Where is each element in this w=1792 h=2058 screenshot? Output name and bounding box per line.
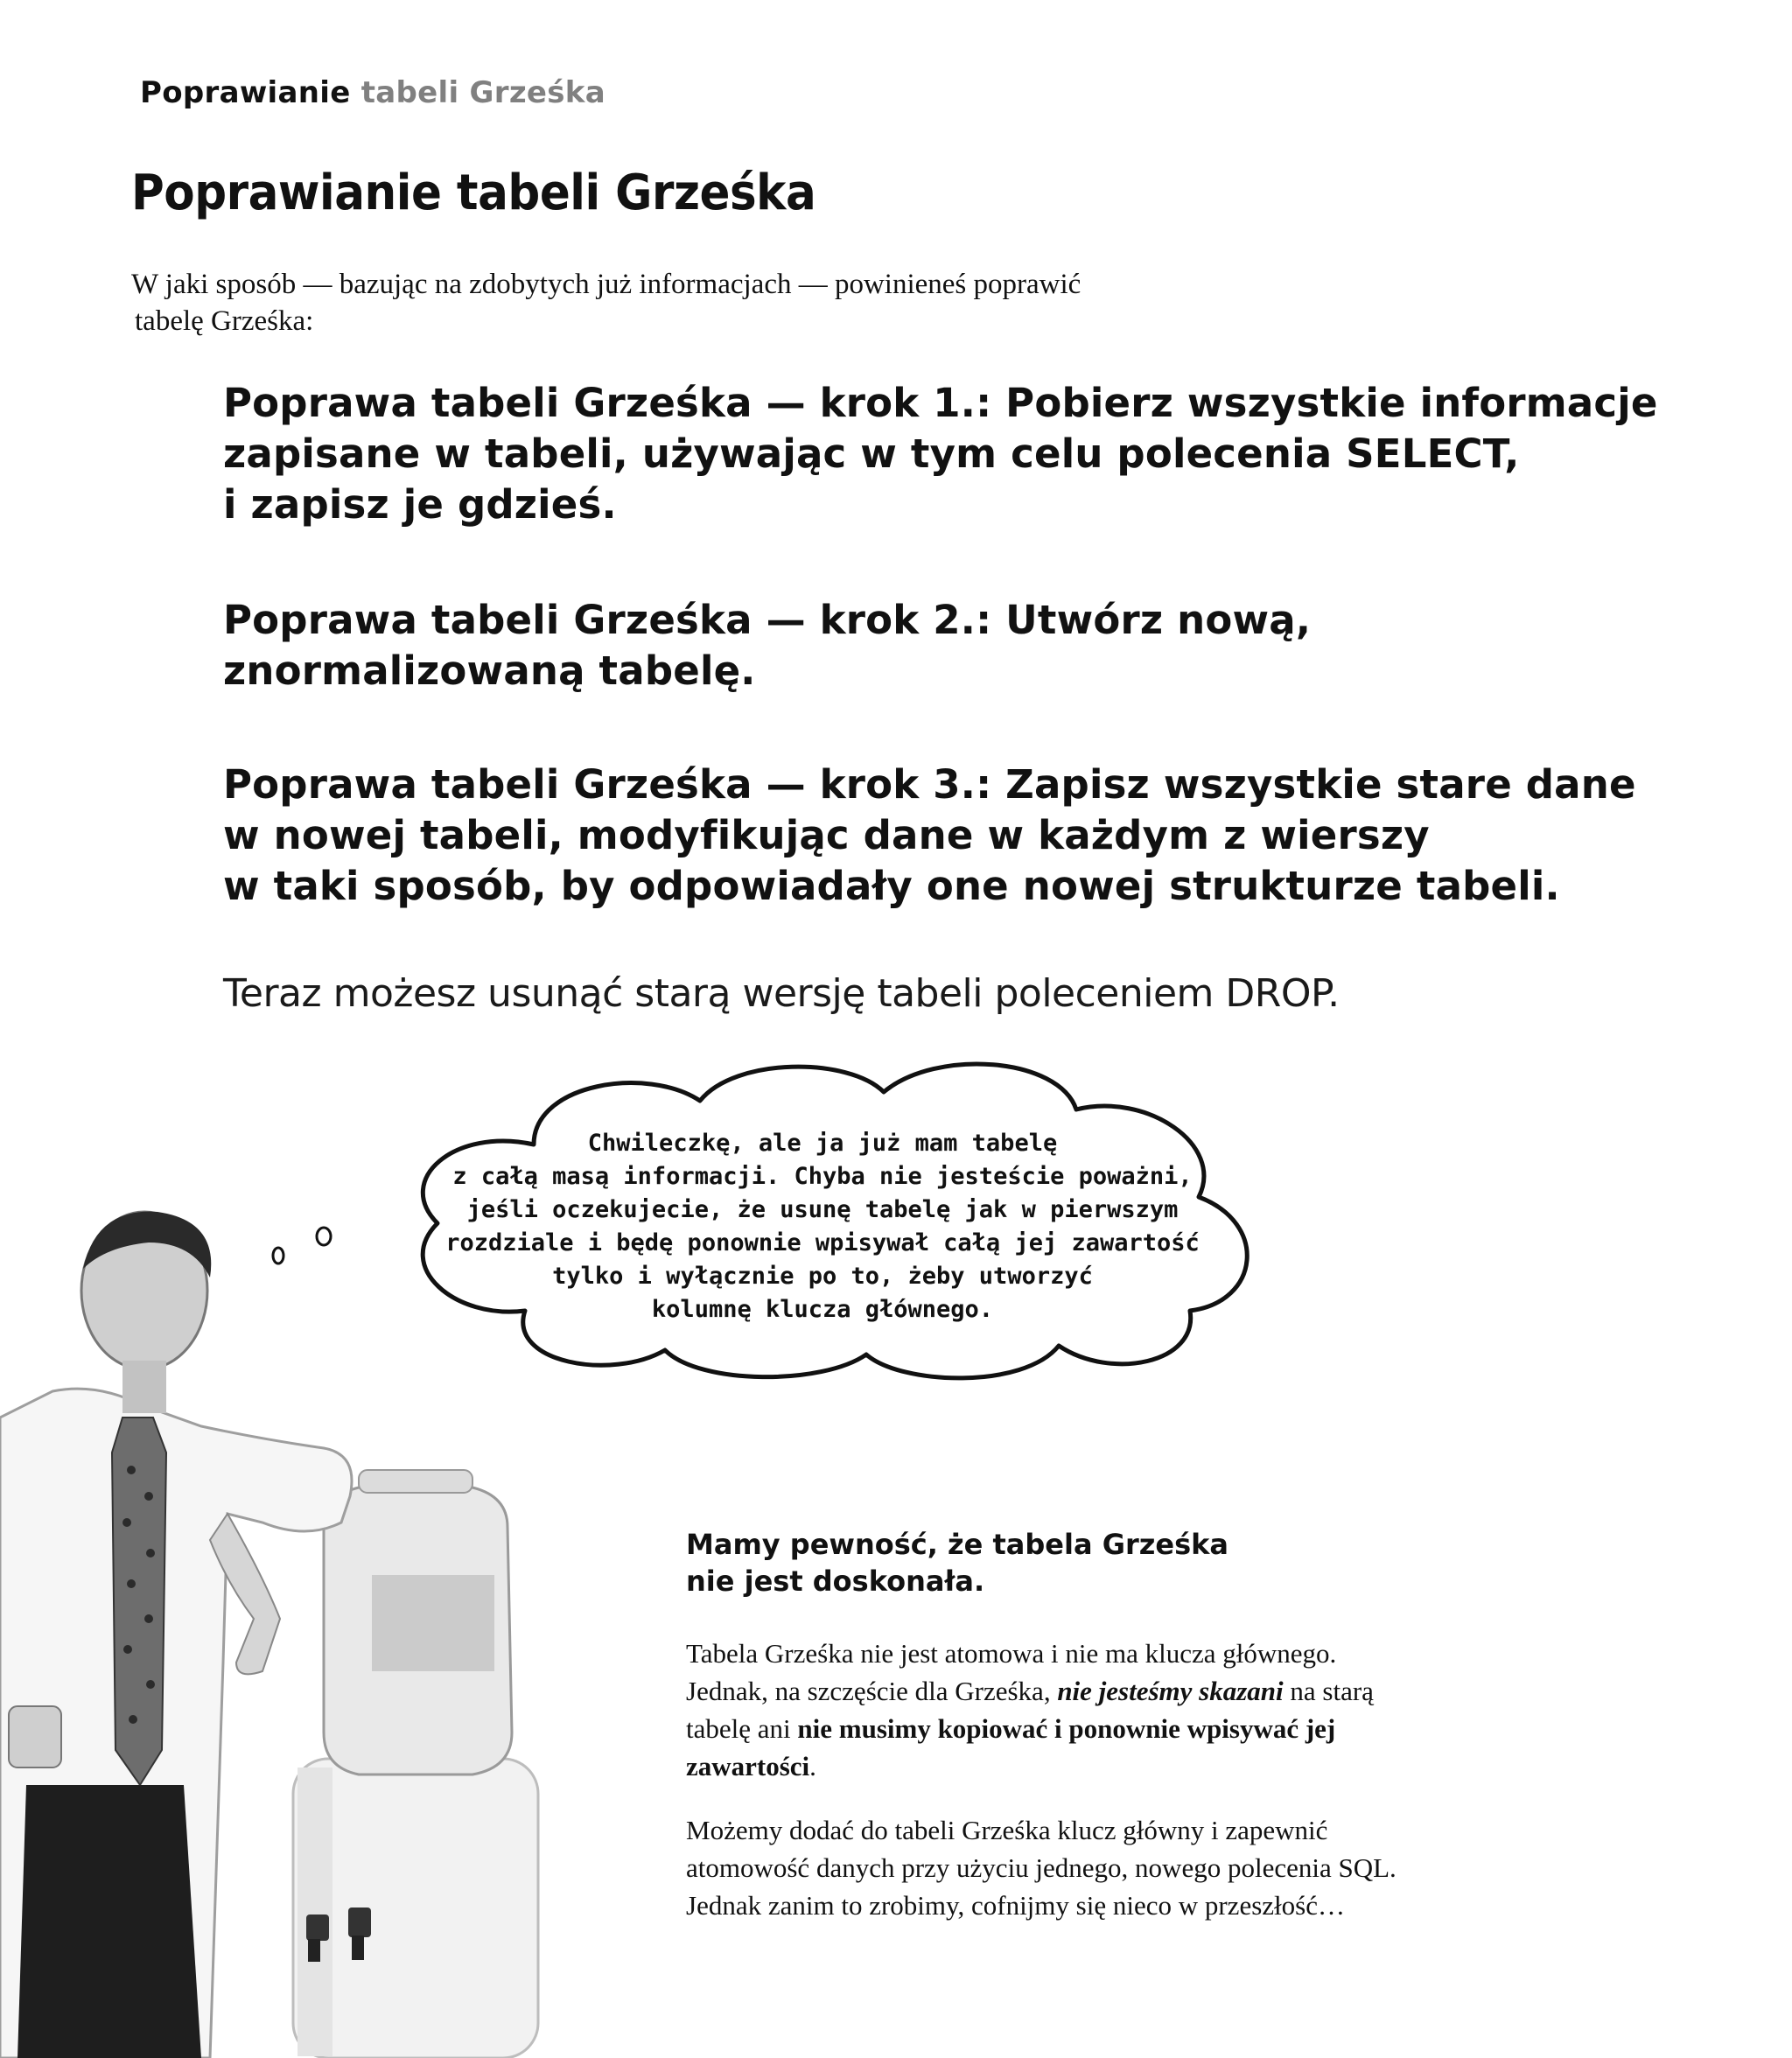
intro-line-1: W jaki sposób — bazując na zdobytych już informacjach — powinieneś poprawić [131, 269, 1082, 300]
step-1-line-1: Poprawa tabeli Grześka — krok 1.: Pobierz wszystkie informacje [223, 380, 1658, 426]
bubble-line-3: jeśli oczekujecie, że usunę tabelę jak w pierwszym [466, 1196, 1179, 1223]
para1-line-2-post: na starą [1283, 1676, 1374, 1706]
step-2-line-1: Poprawa tabeli Grześka — krok 2.: Utwórz nową, [223, 597, 1312, 643]
side-heading [686, 1526, 1228, 1600]
para2-line-3: Jednak zanim to zrobimy, cofnijmy się nieco w przeszłość… [686, 1890, 1345, 1921]
paragraph-2 [686, 1811, 1561, 1924]
step-3-line-3: w taki sposób, by odpowiadały one nowej strukturze tabeli. [223, 863, 1560, 909]
para1-line-4 [686, 1747, 1561, 1785]
running-head [140, 75, 606, 110]
para1-line-3-bold: nie musimy kopiować i ponownie wpisywać jej [797, 1713, 1336, 1744]
final-note: Teraz możesz usunąć starą wersję tabeli poleceniem DROP. [223, 971, 1340, 1016]
running-head-light: tabeli Grześka [360, 75, 606, 110]
step-1-line-3: i zapisz je gdzieś. [223, 481, 617, 528]
step-3-line-1: Poprawa tabeli Grześka — krok 3.: Zapisz wszystkie stare dane [223, 761, 1636, 808]
person-photo-icon [0, 1208, 560, 2058]
para1-emphasis: nie jesteśmy skazani [1057, 1676, 1284, 1706]
para1-line-2-pre: Jednak, na szczęście dla Grześka, [686, 1676, 1058, 1706]
paragraph-1 [686, 1634, 1561, 1785]
para2-line-2: atomowość danych przy użyciu jednego, nowego polecenia SQL. [686, 1852, 1396, 1883]
running-head-strong: Poprawianie [140, 75, 351, 110]
step-1 [223, 378, 1658, 530]
para1-line-4-post: . [809, 1751, 816, 1782]
bubble-line-5: tylko i wyłącznie po to, żeby utworzyć [552, 1263, 1093, 1290]
step-2-line-2: znormalizowaną tabelę. [223, 648, 756, 694]
step-2 [223, 595, 1536, 696]
side-heading-line-1: Mamy pewność, że tabela Grześka [686, 1528, 1228, 1561]
para1-line-2 [686, 1672, 1561, 1710]
step-3-line-2: w nowej tabeli, modyfikując dane w każdym z wierszy [223, 812, 1430, 858]
intro-line-2: tabelę Grześka: [135, 305, 314, 337]
page-title: Poprawianie tabeli Grześka [131, 164, 816, 221]
para1-line-3 [686, 1710, 1561, 1747]
para2-line-1: Możemy dodać do tabeli Grześka klucz główny i zapewnić [686, 1815, 1328, 1845]
bubble-line-6: kolumnę klucza głównego. [651, 1296, 994, 1323]
para1-line-3-pre: tabelę ani [686, 1713, 798, 1744]
side-heading-line-2: nie jest doskonała. [686, 1564, 985, 1598]
intro-paragraph [131, 266, 1138, 340]
para1-line-1: Tabela Grześka nie jest atomowa i nie ma klucza głównego. [686, 1638, 1337, 1669]
step-1-line-2: zapisane w tabeli, używając w tym celu polecenia SELECT, [223, 430, 1520, 477]
bubble-line-4: rozdziale i będę ponownie wpisywał całą jej zawartość [445, 1229, 1200, 1256]
para1-line-4-bold: zawartości [686, 1751, 810, 1782]
bubble-line-1: Chwileczkę, ale ja już mam tabelę [587, 1130, 1058, 1157]
bubble-line-2: z całą masą informacji. Chyba nie jesteście poważni, [452, 1163, 1193, 1190]
step-3 [223, 760, 1636, 912]
